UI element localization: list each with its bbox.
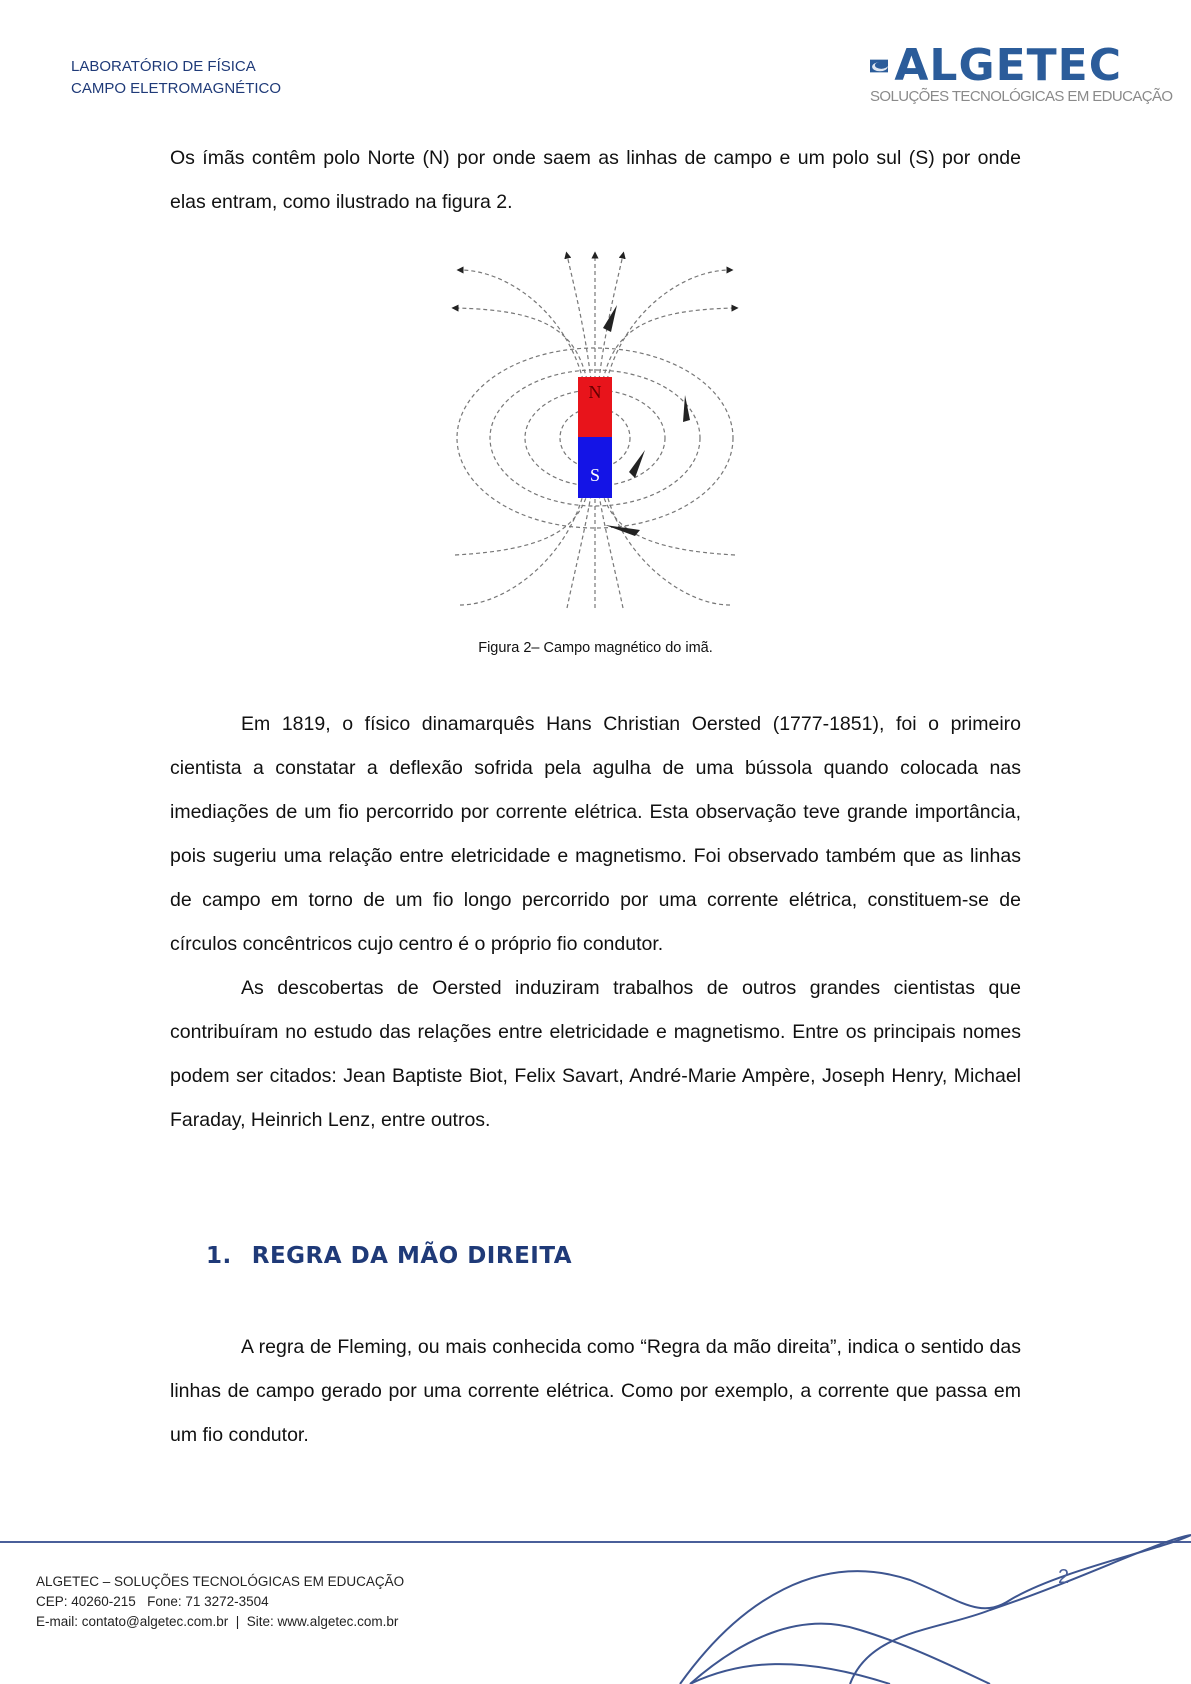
footer-wave-decoration [660, 1530, 1191, 1684]
footer-contact: CEP: 40260-215 Fone: 71 3272-3504 [36, 1594, 269, 1609]
paragraph-2: Em 1819, o físico dinamarquês Hans Christian Oersted (1777-1851), foi o primeiro cientista a constatar a deflexão sofrida pela agulha de uma bússola quando colocada nas imediações de um fio percorrido por corrente elétrica. Esta observação teve grande importância, pois sugeriu uma relação entre eletricidade e magnetismo. Foi observado também que as linhas de campo em torno de um fio longo percorrido por uma corrente elétrica, constituem-se de círculos concêntricos cujo centro é o próprio fio condutor. As descobertas de Oersted induziram trabalhos de outros grandes cientistas que contribuíram no estudo das relações entre eletricidade e magnetismo. Entre os principais nomes podem ser citados: Jean Baptiste Biot, Felix Savart, André-Marie Ampère, Joseph Henry, Michael Faraday, Heinrich Lenz, entre outros. [170, 702, 1021, 1142]
logo-swoosh-icon [870, 48, 888, 84]
footer-web: E-mail: contato@algetec.com.br | Site: www.algetec.com.br [36, 1614, 399, 1629]
paragraph-1: Os ímãs contêm polo Norte (N) por onde saem as linhas de campo e um polo sul (S) por onde elas entram, como ilustrado na figura 2. [170, 147, 1021, 213]
logo-text: ALGETEC [894, 40, 1122, 91]
magnet-field-figure [445, 250, 745, 610]
north-label: N [588, 382, 602, 402]
paragraph-3: As descobertas de Oersted induziram trabalhos de outros grandes cientistas que contribuíram no estudo das relações entre eletricidade e magnetismo. Entre os principais nomes podem ser citados: Jean Baptiste Biot, Felix Savart, André-Marie Ampère, Joseph Henry, Michael Faraday, Heinrich Lenz, entre outros. [170, 977, 1021, 1131]
paragraph-4: A regra de Fleming, ou mais conhecida como “Regra da mão direita”, indica o sentido das linhas de campo gerado por uma corrente elétrica. Como por exemplo, a corrente que passa em um fio condutor. [170, 1336, 1021, 1446]
section-title: REGRA DA MÃO DIREITA [251, 1243, 573, 1269]
footer [36, 1572, 404, 1632]
footer-company: ALGETEC – SOLUÇÕES TECNOLÓGICAS EM EDUCAÇÃO [36, 1574, 405, 1589]
algetec-logo [870, 40, 1173, 105]
running-header [71, 56, 281, 100]
page-number: 2 [1058, 1566, 1070, 1588]
header-line-1: LABORATÓRIO DE FÍSICA [71, 58, 256, 75]
south-label: S [589, 465, 601, 485]
figure-caption: Figura 2– Campo magnético do imã. [478, 640, 713, 656]
header-line-2: CAMPO ELETROMAGNÉTICO [71, 80, 282, 97]
logo-subtitle: SOLUÇÕES TECNOLÓGICAS EM EDUCAÇÃO [870, 88, 1173, 105]
section-number: 1. [206, 1243, 232, 1269]
section-heading [206, 1243, 572, 1269]
compass-needle-icons [603, 305, 690, 536]
